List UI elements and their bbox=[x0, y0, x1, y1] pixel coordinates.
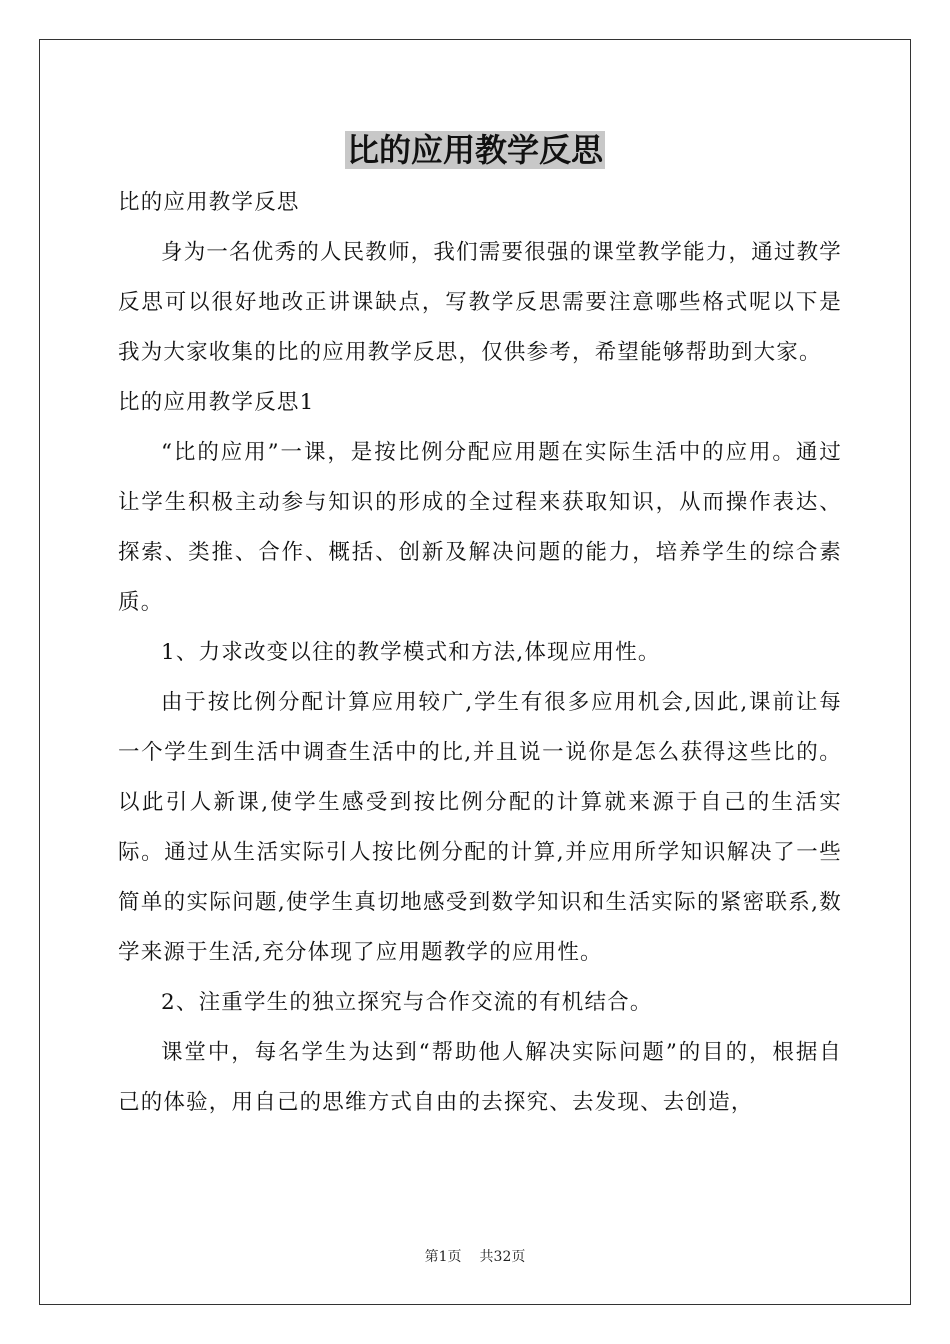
paragraph-point-1: 1、力求改变以往的教学模式和方法,体现应用性。 bbox=[161, 640, 661, 665]
page-total: 共32页 bbox=[479, 1249, 526, 1265]
paragraph-section-heading: 比的应用教学反思1 bbox=[118, 390, 315, 415]
document-title-text: 比的应用教学反思 bbox=[346, 131, 603, 169]
paragraph-point-2: 2、注重学生的独立探究与合作交流的有机结合。 bbox=[161, 990, 653, 1015]
paragraph-body: 课堂中，每名学生为达到“帮助他人解决实际问题”的目的，根据自己的体验，用自己的思维方式自由的去探究、去发现、去创造， bbox=[118, 1040, 842, 1115]
paragraph-body: 由于按比例分配计算应用较广,学生有很多应用机会,因此,课前让每一个学生到生活中调查生活中的比,并且说一说你是怎么获得这些比的。以此引人新课,使学生感受到按比例分配的计算就来源于自己的生活实际。通过从生活实际引人按比例分配的计算,并应用所学知识解决了一些简单的实际问题,使学生真切地感受到数学知识和生活实际的紧密联系,数学来源于生活,充分体现了应用题教学的应用性。 bbox=[118, 690, 842, 965]
paragraph-body: “比的应用”一课，是按比例分配应用题在实际生活中的应用。通过让学生积极主动参与知识的形成的全过程来获取知识，从而操作表达、探索、类推、合作、概括、创新及解决问题的能力，培养学生的综合素质。 bbox=[118, 440, 842, 615]
page-number: 第1页 bbox=[424, 1249, 462, 1265]
document-title bbox=[0, 128, 950, 172]
document-body bbox=[118, 178, 842, 1128]
paragraph-heading: 比的应用教学反思 bbox=[118, 190, 300, 215]
paragraph-intro: 身为一名优秀的人民教师，我们需要很强的课堂教学能力，通过教学反思可以很好地改正讲课缺点，写教学反思需要注意哪些格式呢以下是我为大家收集的比的应用教学反思，仅供参考，希望能够帮助到大家。 bbox=[118, 240, 843, 365]
page-footer bbox=[0, 1248, 950, 1266]
